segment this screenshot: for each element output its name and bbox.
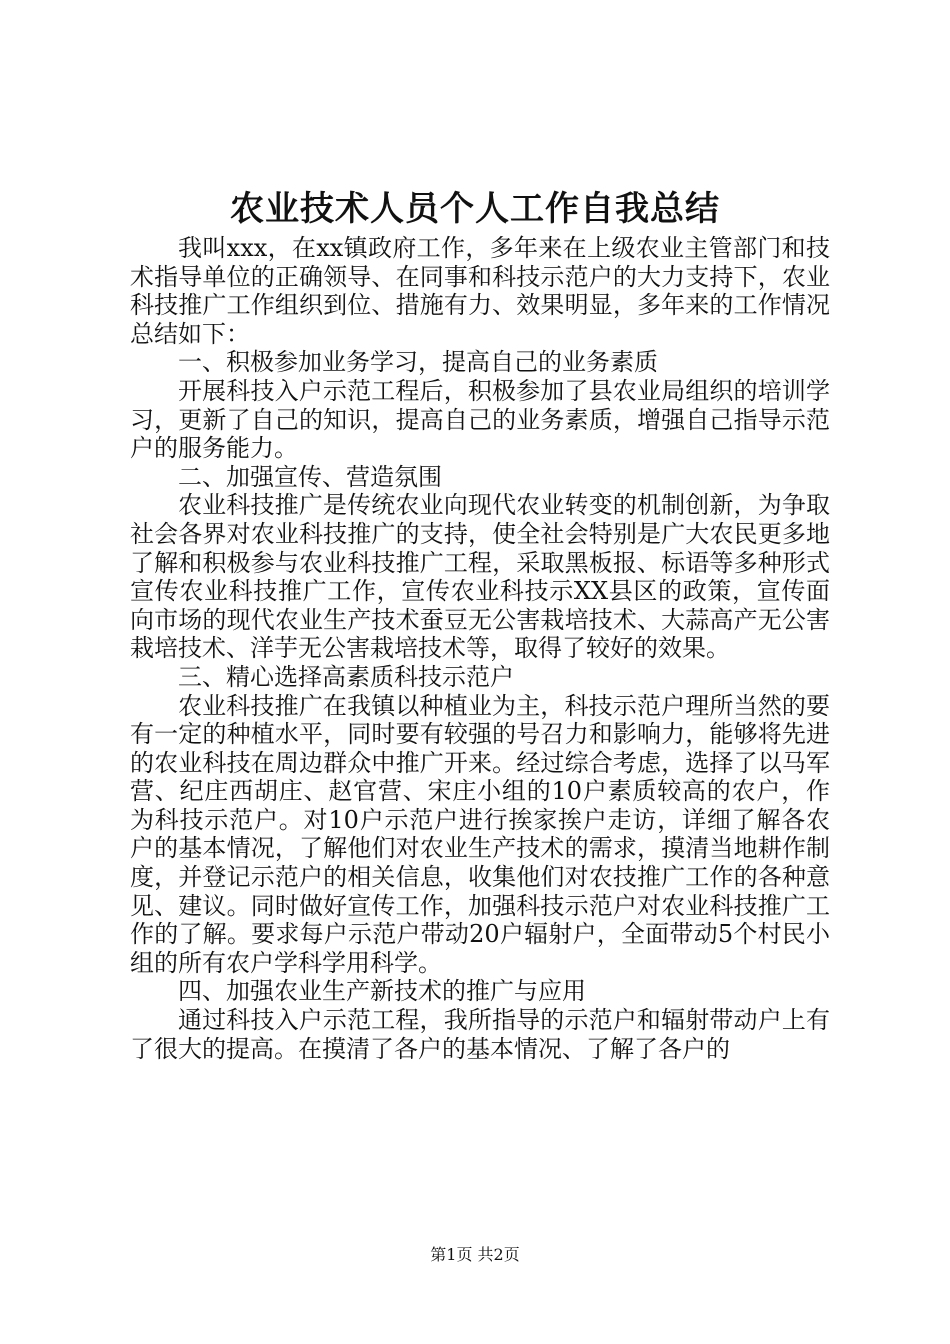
section-paragraph-2: 农业科技推广是传统农业向现代农业转变的机制创新，为争取社会各界对农业科技推广的支持，使全社会特别是广大农民更多地了解和积极参与农业科技推广工程，采取黑板报、标语等多种形式宣传农业科技推广工作，宣传农业科技示XX县区的政策，宣传面向市场的现代农业生产技术蚕豆无公害栽培技术、大蒜高产无公害栽培技术、洋芋无公害栽培技术等，取得了较好的效果。 xyxy=(130,491,830,663)
section-heading-1: 一、积极参加业务学习，提高自己的业务素质 xyxy=(178,348,658,377)
section-paragraph-1: 开展科技入户示范工程后，积极参加了县农业局组织的培训学习，更新了自己的知识，提高自己的业务素质，增强自己指导示范户的服务能力。 xyxy=(130,376,830,463)
document-title: 农业技术人员个人工作自我总结 xyxy=(230,189,720,229)
section-heading-2: 二、加强宣传、营造氛围 xyxy=(178,462,442,491)
section-heading-3: 三、精心选择高素质科技示范户 xyxy=(178,662,514,691)
section-paragraph-4: 通过科技入户示范工程，我所指导的示范户和辐射带动户上有了很大的提高。在摸清了各户的基本情况、了解了各户的 xyxy=(130,1006,830,1063)
section-paragraph-3: 农业科技推广在我镇以种植业为主，科技示范户理所当然的要有一定的种植水平，同时要有较强的号召力和影响力，能够将先进的农业科技在周边群众中推广开来。经过综合考虑，选择了以马军营、纪庄西胡庄、赵官营、宋庄小组的10户素质较高的农户，作为科技示范户。对10户示范户进行挨家挨户走访，详细了解各农户的基本情况，了解他们对农业生产技术的需求，摸清当地耕作制度，并登记示范户的相关信息，收集他们对农技推广工作的各种意见、建议。同时做好宣传工作，加强科技示范户对农业科技推广工作的了解。要求每户示范户带动20户辐射户，全面带动5个村民小组的所有农户学科学用科学。 xyxy=(130,691,830,977)
page-footer: 第1页 共2页 xyxy=(430,1245,520,1264)
intro-paragraph: 我叫xxx，在xx镇政府工作，多年来在上级农业主管部门和技术指导单位的正确领导、在同事和科技示范户的大力支持下，农业科技推广工作组织到位、措施有力、效果明显，多年来的工作情况总结如下： xyxy=(130,234,830,348)
document-body xyxy=(130,234,830,1063)
section-heading-4: 四、加强农业生产新技术的推广与应用 xyxy=(178,977,586,1006)
